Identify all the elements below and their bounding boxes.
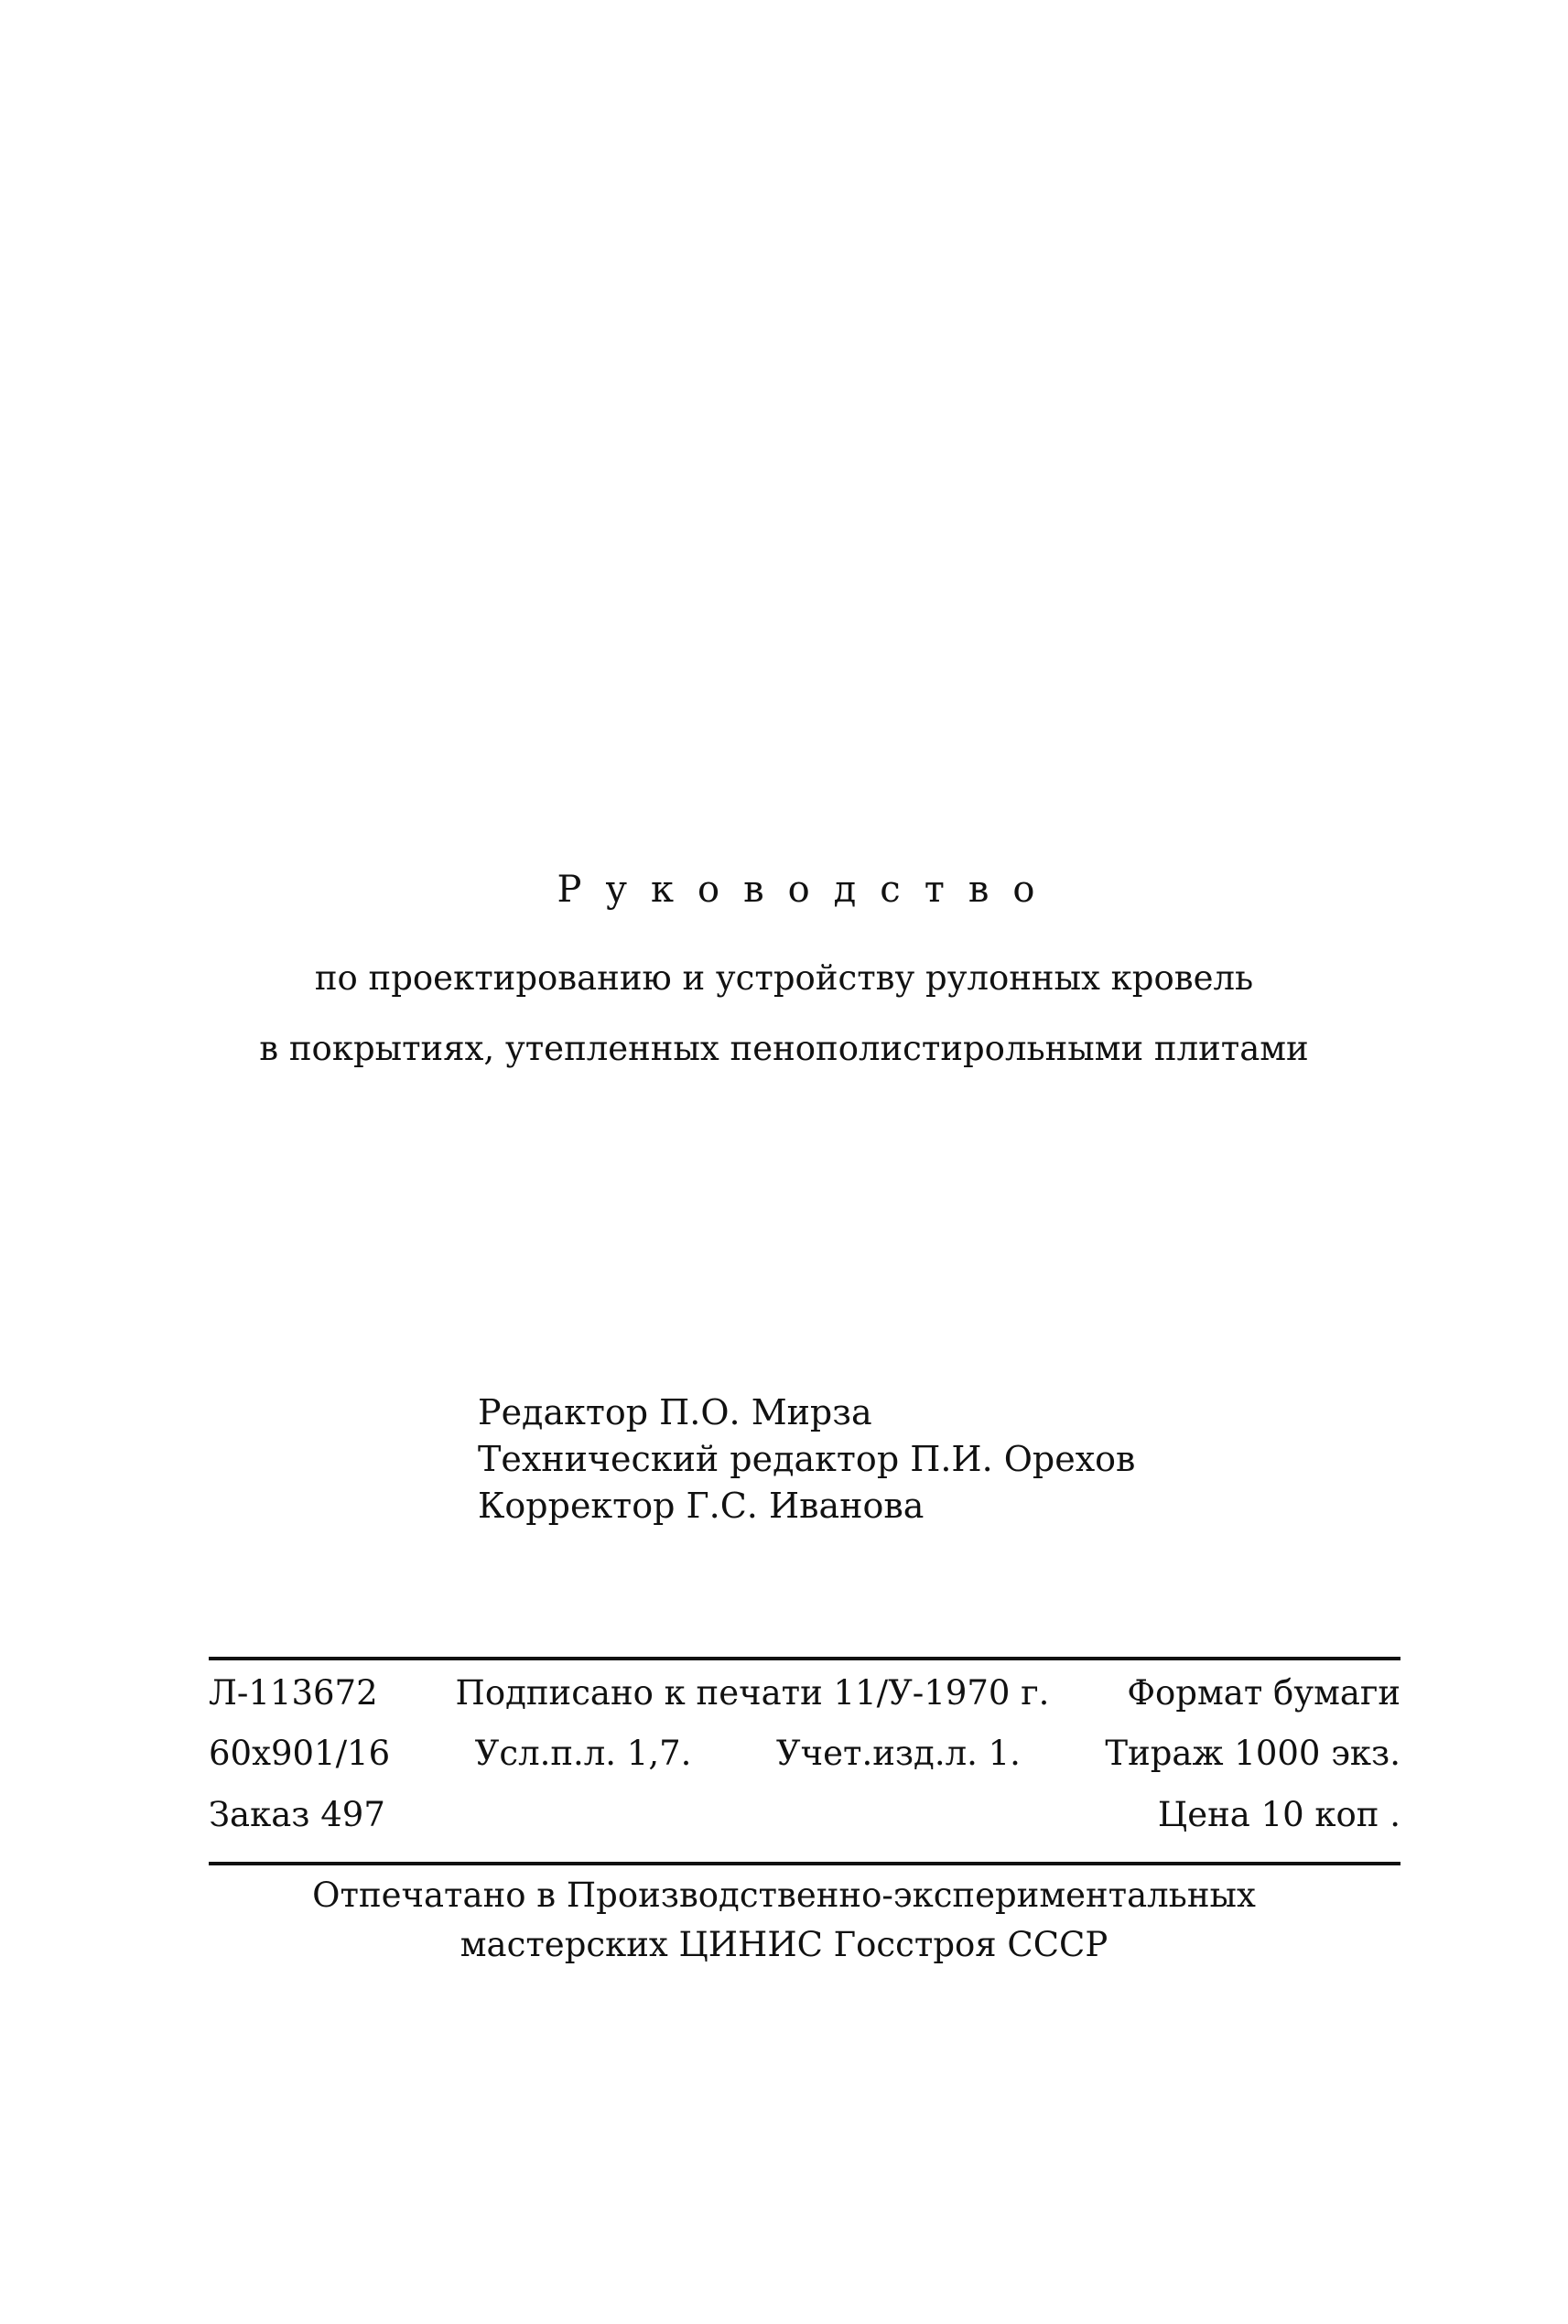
imprint-top-divider: [209, 1657, 1400, 1660]
imprint-paper-size: 60х901/16: [209, 1734, 391, 1773]
credit-technical-editor: Технический редактор П.И. Орехов: [478, 1439, 1136, 1479]
printer-line-1: Отпечатано в Производственно-экспериментальных: [312, 1875, 1256, 1915]
credit-editor: Редактор П.О. Мирза: [478, 1392, 872, 1432]
credit-proofreader: Корректор Г.С. Иванова: [478, 1486, 925, 1526]
imprint-code: Л-113672: [209, 1673, 378, 1713]
subtitle-line-2: в покрытиях, утепленных пенополистирольными плитами: [259, 1029, 1309, 1068]
imprint-price: Цена 10 коп .: [1157, 1795, 1400, 1834]
document-title: Руководство: [557, 869, 1059, 911]
imprint-edit-sheets: Учет.изд.л. 1.: [775, 1734, 1021, 1773]
imprint-row-1: [209, 1672, 1400, 1714]
subtitle-line-1: по проектированию и устройству рулонных кровель: [314, 958, 1254, 998]
imprint-bottom-divider: [209, 1862, 1400, 1865]
imprint-row-3: [209, 1794, 1400, 1836]
imprint-print-sheets: Усл.п.л. 1,7.: [474, 1734, 692, 1773]
printer-line-2: мастерских ЦИНИС Госстроя СССР: [460, 1925, 1108, 1964]
imprint-paper-format-label: Формат бумаги: [1127, 1673, 1400, 1713]
imprint-print-run: Тираж 1000 экз.: [1105, 1734, 1400, 1773]
imprint-row-2: [209, 1733, 1400, 1775]
imprint-order-number: Заказ 497: [209, 1795, 385, 1834]
imprint-signed-date: Подписано к печати 11/У-1970 г.: [455, 1673, 1050, 1713]
